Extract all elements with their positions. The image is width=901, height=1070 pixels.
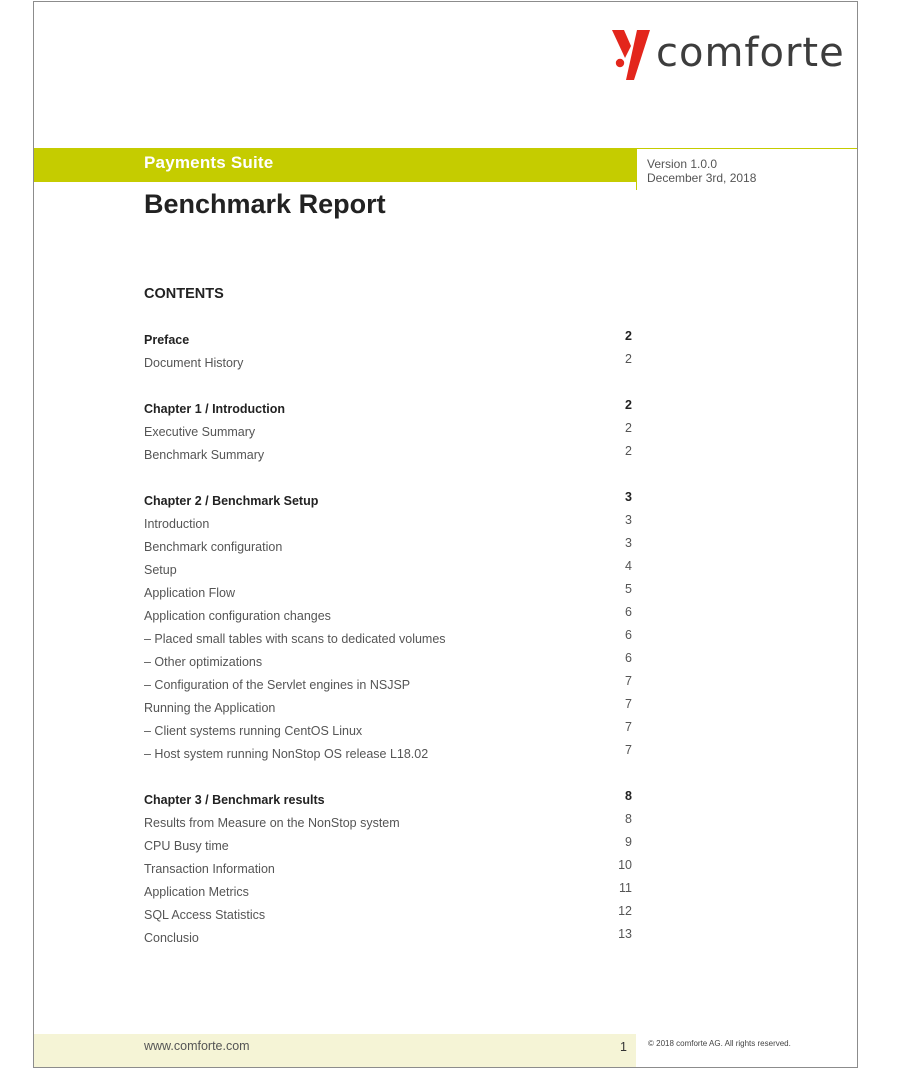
toc-entry-title: Chapter 1 / Introduction xyxy=(144,402,285,416)
toc-chapter-entry[interactable] xyxy=(144,329,632,353)
toc-entry[interactable] xyxy=(144,858,632,882)
header-rule xyxy=(636,148,857,149)
toc-entry-title: – Other optimizations xyxy=(144,655,263,669)
comforte-logo xyxy=(612,30,845,80)
toc-entry-title: Conclusio xyxy=(144,931,199,945)
toc-entry-title: – Client systems running CentOS Linux xyxy=(144,724,363,738)
footer-band xyxy=(34,1034,636,1067)
toc-entry[interactable] xyxy=(144,835,632,859)
toc-entry-page: 5 xyxy=(625,582,632,596)
toc-entry-title: Executive Summary xyxy=(144,425,256,439)
toc-entry[interactable] xyxy=(144,651,632,675)
toc-entry-page: 3 xyxy=(625,513,632,527)
suite-title: Payments Suite xyxy=(144,153,274,172)
toc-entry-page: 11 xyxy=(619,881,632,895)
header-band xyxy=(34,148,636,182)
toc-entry[interactable] xyxy=(144,605,632,629)
contents-heading: CONTENTS xyxy=(144,286,224,302)
toc-entry-page: 8 xyxy=(625,812,632,826)
toc-entry-title: Results from Measure on the NonStop system xyxy=(144,816,400,830)
toc-entry-page: 8 xyxy=(625,789,632,803)
toc-entry-page: 7 xyxy=(625,743,632,757)
toc-entry-page: 2 xyxy=(625,329,632,343)
toc-entry-page: 12 xyxy=(618,904,632,918)
date-label: December 3rd, 2018 xyxy=(647,171,757,185)
header-divider xyxy=(636,148,637,190)
toc-entry-page: 6 xyxy=(625,628,632,642)
footer-copyright: © 2018 comforte AG. All rights reserved. xyxy=(648,1039,791,1048)
toc-entry-title: Chapter 3 / Benchmark results xyxy=(144,793,325,807)
toc-entry-title: – Configuration of the Servlet engines in NSJSP xyxy=(144,678,411,692)
toc-entry-page: 7 xyxy=(625,674,632,688)
toc-entry-title: Document History xyxy=(144,356,244,370)
footer-website-link[interactable]: www.comforte.com xyxy=(144,1039,250,1053)
toc-entry[interactable] xyxy=(144,904,632,928)
toc-entry-title: Benchmark Summary xyxy=(144,448,265,462)
toc-entry[interactable] xyxy=(144,927,632,951)
toc-chapter-entry[interactable] xyxy=(144,789,632,813)
toc-entry-title: CPU Busy time xyxy=(144,839,229,853)
logo-wordmark: comforte xyxy=(656,30,845,76)
version-label: Version 1.0.0 xyxy=(647,157,718,171)
toc-entry-page: 9 xyxy=(625,835,632,849)
toc-entry-title: Transaction Information xyxy=(144,862,275,876)
toc-entry-page: 13 xyxy=(618,927,632,941)
toc-entry-page: 3 xyxy=(625,536,632,550)
toc-chapter-entry[interactable] xyxy=(144,398,632,422)
toc-entry-title: – Placed small tables with scans to dedicated volumes xyxy=(144,632,446,646)
toc-entry[interactable] xyxy=(144,352,632,376)
toc-entry-page: 10 xyxy=(618,858,632,872)
toc-entry-page: 7 xyxy=(625,720,632,734)
toc-entry-title: Chapter 2 / Benchmark Setup xyxy=(144,494,319,508)
toc-entry-title: Running the Application xyxy=(144,701,276,715)
toc-entry-page: 7 xyxy=(625,697,632,711)
toc-entry-page: 2 xyxy=(625,421,632,435)
toc-entry[interactable] xyxy=(144,513,632,537)
toc-entry-page: 6 xyxy=(625,605,632,619)
toc-entry-page: 2 xyxy=(625,398,632,412)
toc-entry-title: Benchmark configuration xyxy=(144,540,283,554)
report-title: Benchmark Report xyxy=(144,189,386,219)
toc-entry-title: SQL Access Statistics xyxy=(144,908,266,922)
toc-entry[interactable] xyxy=(144,421,632,445)
toc-entry[interactable] xyxy=(144,582,632,606)
comforte-logo-mark-icon xyxy=(612,30,656,80)
toc-entry-page: 4 xyxy=(625,559,632,573)
toc-entry[interactable] xyxy=(144,536,632,560)
toc-entry-title: – Host system running NonStop OS release L18.02 xyxy=(144,747,429,761)
toc-entry-title: Application Metrics xyxy=(144,885,249,899)
toc-entry-title: Introduction xyxy=(144,517,210,531)
toc-entry[interactable] xyxy=(144,697,632,721)
toc-entry[interactable] xyxy=(144,674,632,698)
toc-chapter-entry[interactable] xyxy=(144,490,632,514)
toc-entry[interactable] xyxy=(144,812,632,836)
toc-entry-title: Application Flow xyxy=(144,586,236,600)
toc-entry[interactable] xyxy=(144,444,632,468)
toc-entry-page: 3 xyxy=(625,490,632,504)
toc-entry[interactable] xyxy=(144,743,632,767)
footer-page-number: 1 xyxy=(620,1040,627,1054)
toc-entry[interactable] xyxy=(144,628,632,652)
toc-entry-page: 2 xyxy=(625,352,632,366)
toc-entry-page: 6 xyxy=(625,651,632,665)
toc-entry[interactable] xyxy=(144,720,632,744)
toc-entry[interactable] xyxy=(144,559,632,583)
toc-entry-title: Application configuration changes xyxy=(144,609,331,623)
toc-entry-title: Setup xyxy=(144,563,177,577)
toc-entry-page: 2 xyxy=(625,444,632,458)
toc-entry[interactable] xyxy=(144,881,632,905)
toc-entry-title: Preface xyxy=(144,333,190,347)
